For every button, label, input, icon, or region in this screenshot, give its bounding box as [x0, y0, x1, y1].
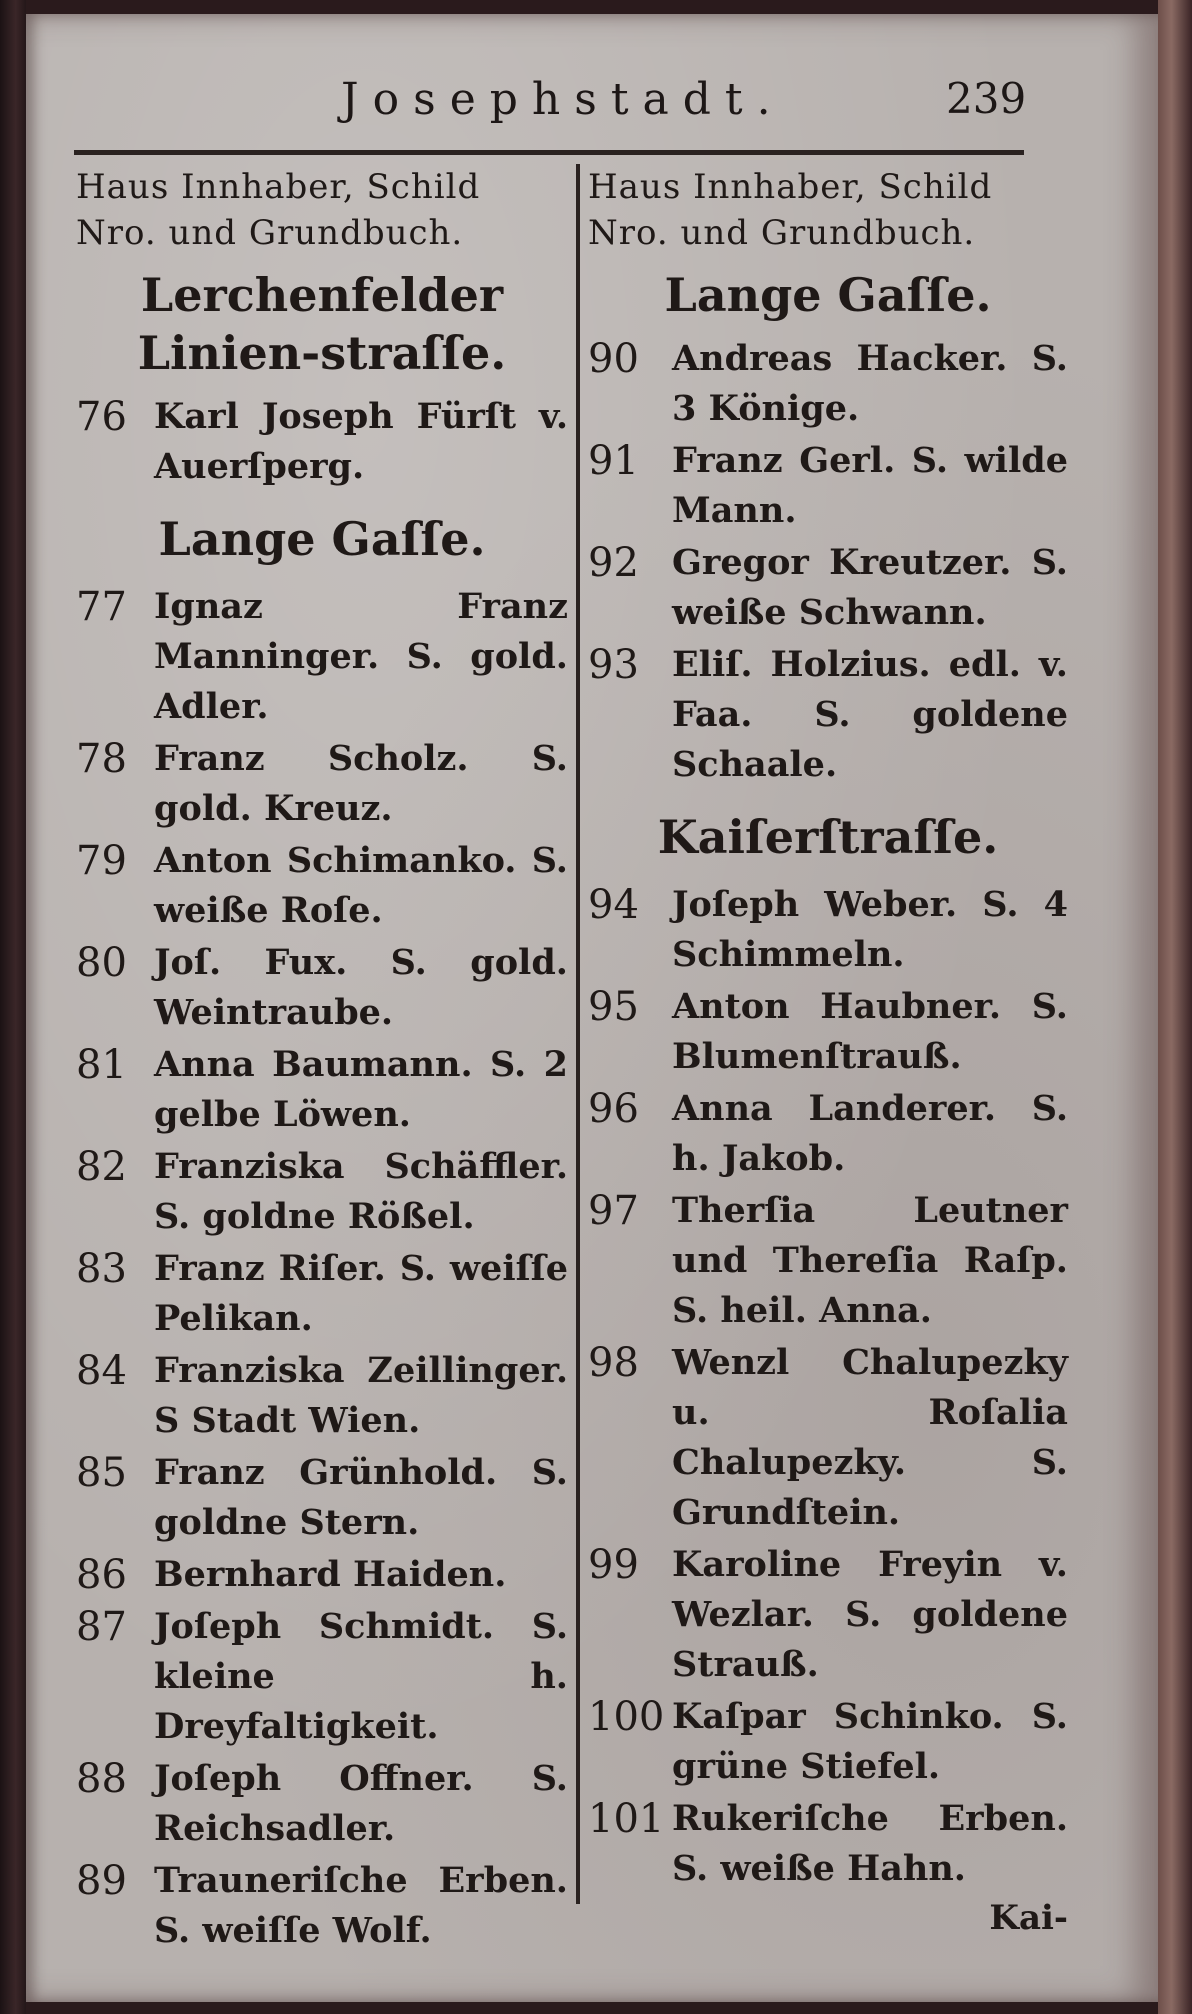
entry-text: Eliſ. Holzius. edl. v. Faa. S. goldene Schaale. [672, 644, 1068, 785]
left-column [76, 164, 568, 1958]
column-header-line1: Haus Innhaber, Schild [588, 167, 993, 207]
house-number: 100 [588, 1694, 665, 1740]
entry-text: Rukeriſche Erben. S. weiße Hahn. [672, 1798, 1068, 1889]
house-number: 77 [76, 584, 127, 630]
page-number: 239 [946, 74, 1027, 123]
house-number: 95 [588, 984, 639, 1030]
entry-text: Karoline Freyin v. Wezlar. S. goldene Strauß. [672, 1544, 1068, 1685]
house-number: 97 [588, 1188, 639, 1234]
entry-text: Joſ. Fux. S. gold. Weintraube. [154, 942, 568, 1033]
section-title: Kaiſerſtraſſe. [657, 810, 999, 864]
house-number: 101 [588, 1796, 665, 1842]
entry-text: Franziska Schäffler. S. goldne Rößel. [154, 1146, 568, 1237]
house-number: 76 [76, 394, 127, 440]
entry-text: Franz Grünhold. S. goldne Stern. [154, 1452, 568, 1543]
section-title: Lange Gaſſe. [158, 512, 486, 566]
column-header-line2: Nro. und Grundbuch. [76, 213, 464, 253]
running-title: Josephstadt. [341, 74, 785, 125]
list-item [588, 640, 1068, 790]
header-rule [74, 150, 1024, 155]
column-header-line1: Haus Innhaber, Schild [76, 167, 481, 207]
right-column [588, 164, 1068, 1938]
entry-text: Trauneriſche Erben. S. weiſſe Wolf. [154, 1860, 568, 1951]
house-number: 90 [588, 336, 639, 382]
list-item [76, 734, 568, 834]
house-number: 85 [76, 1450, 127, 1496]
list-item [76, 1550, 568, 1600]
house-number: 96 [588, 1086, 639, 1132]
book-spine [0, 0, 26, 2014]
list-item [76, 938, 568, 1038]
house-number: 98 [588, 1340, 639, 1386]
section-title: Lerchenfelder Linien-straſſe. [137, 268, 507, 380]
list-item [588, 1186, 1068, 1336]
entry-text: Anna Landerer. S. h. Jakob. [672, 1088, 1068, 1179]
list-item [76, 1448, 568, 1548]
list-item [76, 1602, 568, 1752]
list-item [588, 1540, 1068, 1690]
catchword: Kai- [989, 1898, 1068, 1938]
column-header [588, 164, 1068, 256]
list-item [588, 538, 1068, 638]
list-item [588, 1338, 1068, 1538]
house-number: 93 [588, 642, 639, 688]
entry-text: Franz Scholz. S. gold. Kreuz. [154, 738, 568, 829]
list-item [76, 582, 568, 732]
entry-text: Franz Gerl. S. wilde Mann. [672, 440, 1068, 531]
entry-text: Joſeph Offner. S. Reichsadler. [154, 1758, 568, 1849]
house-number: 86 [76, 1552, 127, 1598]
entry-text: Karl Joseph Fürſt v. Auerſperg. [154, 396, 568, 487]
entry-text: Joſeph Schmidt. S. kleine h. Dreyfaltigkeit. [154, 1606, 568, 1747]
house-number: 82 [76, 1144, 127, 1190]
house-number: 91 [588, 438, 639, 484]
list-item [588, 436, 1068, 536]
entry-text: Gregor Kreutzer. S. weiße Schwann. [672, 542, 1068, 633]
list-item [76, 1754, 568, 1854]
house-number: 88 [76, 1756, 127, 1802]
entry-text: Franz Riſer. S. weiſſe Pelikan. [154, 1248, 568, 1339]
list-item [76, 392, 568, 492]
entry-text: Anton Haubner. S. Blumenſtrauß. [672, 986, 1068, 1077]
entry-text: Therſia Leutner und Thereſia Raſp. S. heil. Anna. [672, 1190, 1068, 1331]
list-item [588, 1084, 1068, 1184]
house-number: 79 [76, 838, 127, 884]
list-item [588, 982, 1068, 1082]
book-page [26, 14, 1158, 2002]
list-item [588, 334, 1068, 434]
column-header [76, 164, 568, 256]
entry-text: Anna Baumann. S. 2 gelbe Löwen. [154, 1044, 568, 1135]
page-edge [1158, 0, 1192, 2014]
list-item [588, 880, 1068, 980]
house-number: 92 [588, 540, 639, 586]
list-item [588, 1794, 1068, 1894]
house-number: 84 [76, 1348, 127, 1394]
house-number: 81 [76, 1042, 127, 1088]
column-divider [576, 164, 580, 1904]
section-title: Lange Gaſſe. [664, 268, 992, 322]
list-item [76, 1040, 568, 1140]
entry-text: Anton Schimanko. S. weiße Roſe. [154, 840, 568, 931]
entry-text: Joſeph Weber. S. 4 Schimmeln. [672, 884, 1068, 975]
list-item [76, 1244, 568, 1344]
house-number: 78 [76, 736, 127, 782]
house-number: 94 [588, 882, 639, 928]
column-header-line2: Nro. und Grundbuch. [588, 213, 976, 253]
list-item [76, 1142, 568, 1242]
list-item [76, 1346, 568, 1446]
entry-text: Wenzl Chalupezky u. Roſalia Chalupezky. S. Grundſtein. [672, 1342, 1068, 1533]
list-item [76, 836, 568, 936]
entry-text: Kaſpar Schinko. S. grüne Stiefel. [672, 1696, 1068, 1787]
list-item [76, 1856, 568, 1956]
entry-text: Bernhard Haiden. [154, 1554, 507, 1595]
list-item [588, 1692, 1068, 1792]
house-number: 89 [76, 1858, 127, 1904]
page-header [76, 74, 1076, 134]
entry-text: Franziska Zeillinger. S Stadt Wien. [154, 1350, 568, 1441]
house-number: 87 [76, 1604, 127, 1650]
house-number: 99 [588, 1542, 639, 1588]
house-number: 80 [76, 940, 127, 986]
house-number: 83 [76, 1246, 127, 1292]
entry-text: Ignaz Franz Manninger. S. gold. Adler. [154, 586, 568, 727]
entry-text: Andreas Hacker. S. 3 Könige. [672, 338, 1068, 429]
